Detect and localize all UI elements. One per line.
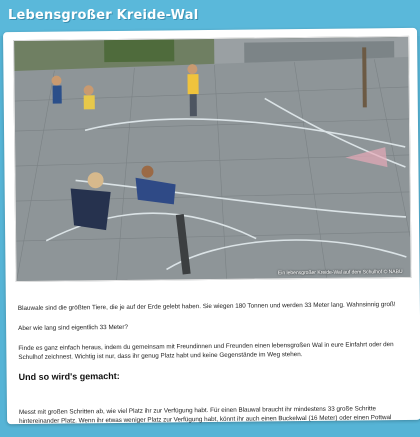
page-title: Lebensgroßer Kreide-Wal — [8, 8, 199, 23]
whale-photo — [13, 36, 412, 282]
steps-paragraph: Messt mit großen Schritten ab, wie viel Platz ihr zur Verfügung habt. Für einen Blauwal braucht ihr mindestens 33 große Schritte hintereinander Platz. Wenn ihr etwas weniger Platz zur Verfügung habt, könnt ihr auch einen Buckelwal (16 Meter) oder einen Pottwal — [18, 405, 392, 426]
photo-image — [14, 37, 410, 281]
content-card — [3, 28, 420, 424]
intro-paragraph: Blauwale sind die größten Tiere, die je auf der Erde gelebt haben. Sie wiegen 180 Tonnen und werden 33 Meter lang. Wahnsinnig groß! — [17, 301, 396, 313]
article-body — [18, 300, 411, 437]
photo-caption: Ein lebensgroßer Kreide-Wal auf dem Schulhof © NABU — [277, 268, 403, 277]
section-heading: Und so wird's gemacht: — [18, 370, 120, 383]
question-paragraph: Aber wie lang sind eigentlich 33 Meter? — [18, 323, 129, 333]
instruction-paragraph: Finde es ganz einfach heraus, indem du gemeinsam mit Freundinnen und Freunden einen lebensgroßen Wal in eure Einfahrt oder den Schulhof zeichnest. Wichtig ist nur, dass ihr genug Platz habt und keine Gegenstände im Weg stehen. — [18, 341, 394, 362]
